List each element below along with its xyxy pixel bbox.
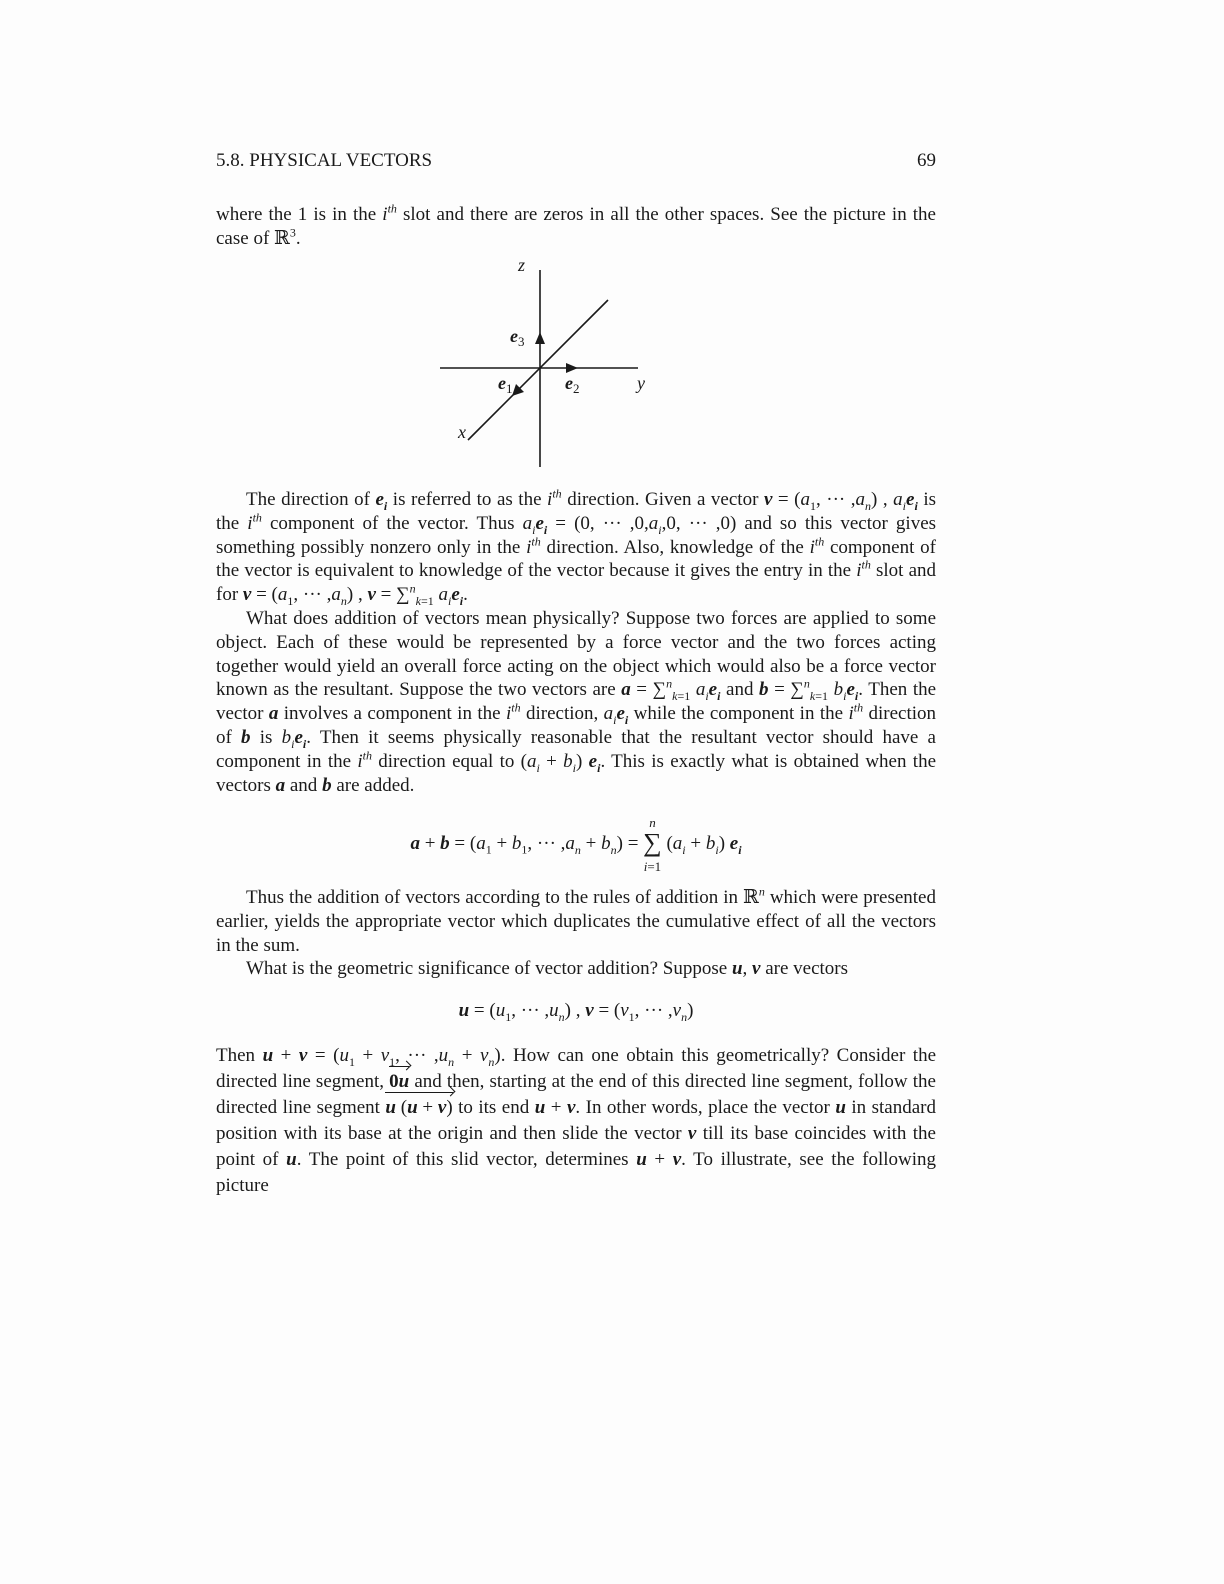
- e2-arrowhead: [566, 363, 578, 373]
- paragraph-direction: The direction of $e_i$ is referred to as the $i^{th}$ direction. Given a vector $v = (a_1$, ··· $,a_n$) , $a_ie_i$ is the $i^{th}$ component of the vector. Thus $a_ie_i = (0$, ··· $,0,a_i,0$, ··· ,0) and so this vector gives something possibly nonzero only in the $i^{th}$ direction. Also, knowledge of the $i^{th}$ component of the vector is equivalent to knowledge of the vector because it gives the entry in the $i^{th}$ slot and for $v = (a_1$, ··· $,a_n$) , v = ∑$^n_{k=1}$ $a_ie_i$. What does addition of vectors mean physically? Suppose two forces are applied to some object. Each of these would be represented by a force vector and the two forces acting together would yield an overall force acting on the object which would also be a force vector known as the resultant. Suppose the two vectors are a = ∑$^n_{k=1}$ $a_ie_i$ and b = ∑$^n_{k=1}$ $b_ie_i$. Then the vector a involves a component in the $i^{th}$ direction, $a_ie_i$ while the component in the $i^{th}$ direction of b is $b_ie_i$. Then it seems physically reasonable that the resultant vector should have a component in the $i^{th}$ direction equal to $(a_i + b_i)$ $e_i$. This is exactly what is obtained when the vectors a and b are added.: [216, 486, 937, 796]
- section-title: 5.8. PHYSICAL VECTORS: [216, 150, 433, 171]
- equation-sum: $a + b = (a_1 + b_1$, ··· $,a_n + b_n) = n$ ∑ i=1 $(a_i + b_i)$ $e_i$: [410, 815, 742, 874]
- paragraph-cumulative: Thus the addition of vectors according to the rules of addition in ℝ$^n$ which were presented earlier, yields the appropriate vector which duplicates the cumulative effect of all the vectors in the sum. What is the geometric significance of vector addition? Suppose u, v are vectors: [216, 884, 936, 980]
- paragraph-geometry: Then $u + v = (u_1 + v_1$, ··· $,u_n + v_n$). How can one obtain this geometrically? Consider the directed line segment, 0u and then, starting at the end of this directed line segment, follow the directed line segment u (u + v) to its end u + v. In other words, place the vector u in standard position with its base at the origin and then slide the vector v till its base coincides with the point of u. The point of this slid vector, determines u + v. To illustrate, see the following picture: [216, 1045, 937, 1196]
- x-axis-label: x: [458, 422, 466, 442]
- z-axis-label: z: [518, 255, 526, 275]
- e2-label: $e_2$: [565, 373, 580, 396]
- running-header: [216, 150, 936, 172]
- paragraph-addition: What does addition of vectors mean physically? Suppose two forces are applied to some object. Each of these would be represented by a force vector and the two forces acting together would yield an overall force acting on the object which would also be a force vector known as the resultant. Suppose the two vectors are a = ∑$^n_{k=1}$ $a_ie_i$ and b = ∑$^n_{k=1}$ $b_ie_i$. Then the vector a involves a component in the $i^{th}$ direction, $a_ie_i$ while the component in the $i^{th}$ direction of b is $b_ie_i$. Then it seems physically reasonable that the resultant vector should have a component in the $i^{th}$ direction equal to $(a_i + b_i)$ $e_i$. This is exactly what is obtained when the vectors a and b are added.: [216, 607, 937, 796]
- e1-label: $e_1$: [498, 373, 513, 396]
- equation-uv: $u = (u_1$, ··· $,u_n$) , $v = (v_1$, ··· $,v_n$): [458, 1000, 694, 1024]
- coordinate-axes-figure: [430, 255, 670, 480]
- e3-arrowhead: [535, 332, 545, 344]
- paragraph-intro: where the 1 is in the $i^{th}$ slot and there are zeros in all the other spaces. See the picture in the case of ℝ$^3$.: [216, 201, 936, 249]
- y-axis-label: y: [637, 373, 645, 393]
- x-axis: [468, 300, 608, 440]
- page-number: 69: [917, 150, 936, 171]
- e3-label: $e_3$: [510, 326, 525, 349]
